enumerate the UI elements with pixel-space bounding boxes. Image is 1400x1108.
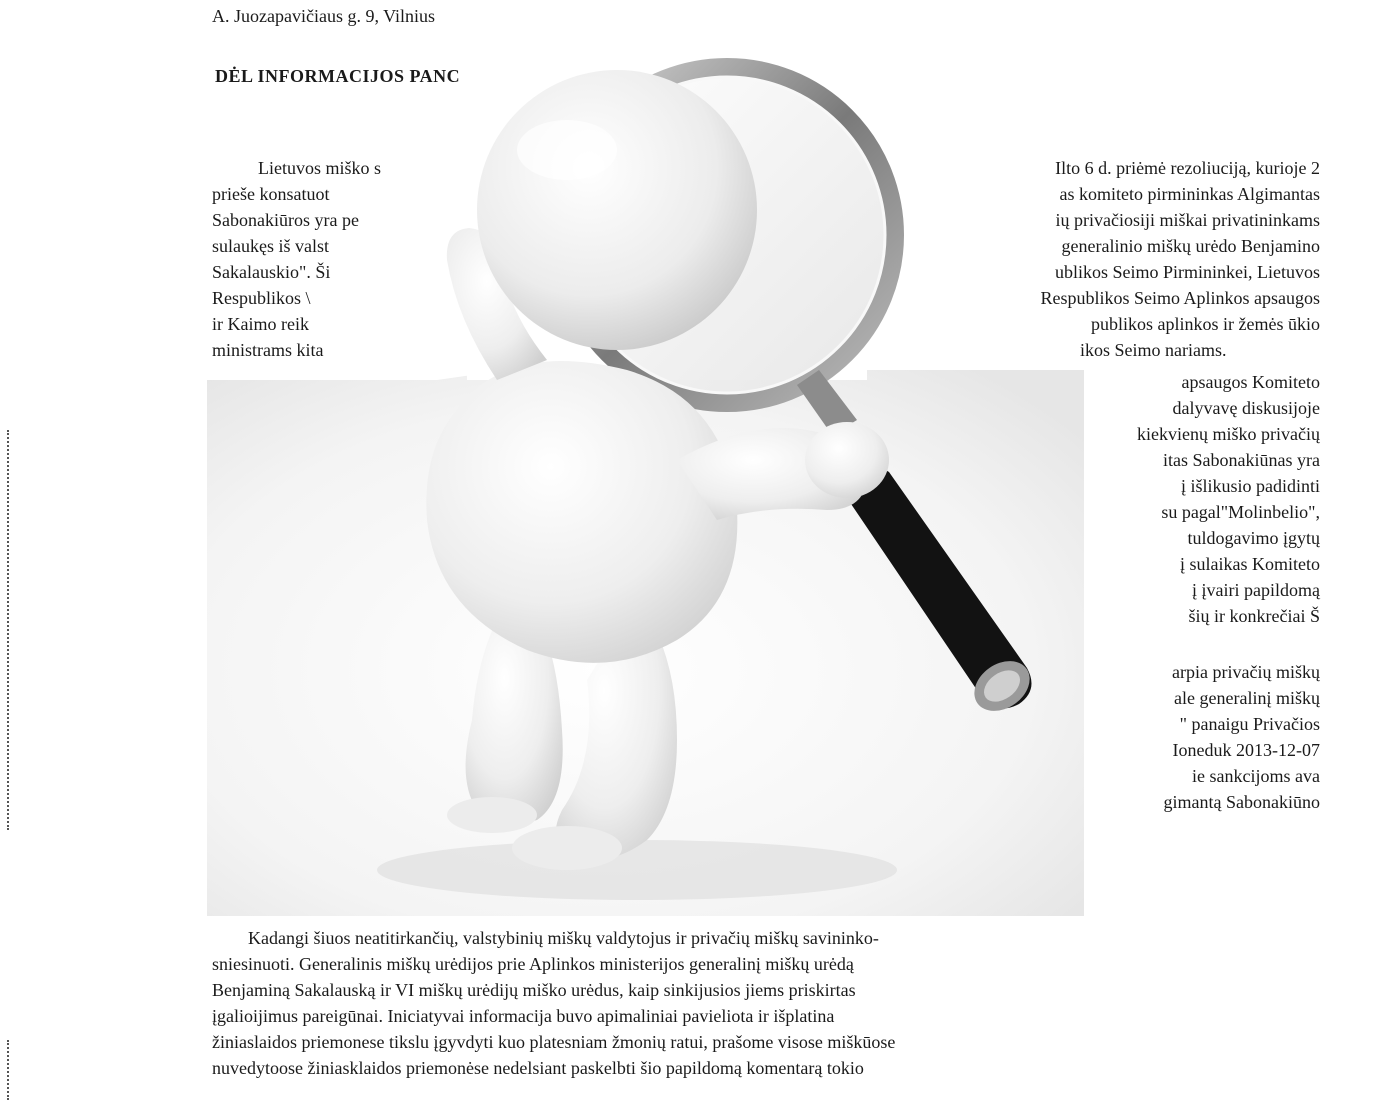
text-line: gimantą Sabonakiūno [1163,792,1320,812]
text-line: arpia privačių miškų [1172,662,1320,682]
text-line: " panaigu Privačios [1179,714,1320,734]
text-line: Benjaminą Sakalauską ir VI miškų urėdijų miško urėdus, kaip sinkijusios jiems priskirtas [212,980,856,1000]
text-line: itas Sabonakiūnas yra [1163,450,1320,470]
text-line: tuldogavimo įgytų [1187,528,1320,548]
text-line: apsaugos Komiteto [1181,372,1320,392]
text-line: Ilto 6 d. priėmė rezoliuciją, kurioje 2 [1055,158,1320,178]
text-line: sulaukęs iš valst [212,236,329,256]
text-line: žiniaslaidos priemonese tikslu įgyvdyti kuo platesniam žmonių ratui, prašome visose miškūose [212,1032,896,1052]
text-line: publikos aplinkos ir žemės ūkio [1091,314,1320,334]
text-line: ublikos Seimo Pirmininkei, Lietuvos [1055,262,1320,282]
text-line: į įvairi papildomą [1192,580,1320,600]
text-line: ir Kaimo reik [212,314,309,334]
address-line: A. Juozapavičiaus g. 9, Vilnius [212,6,436,26]
text-line: Respublikos \ [212,288,311,308]
text-line: Ioneduk 2013-12-07 [1172,740,1320,760]
magnifier-figure-illustration [207,40,1084,916]
text-line: generalinio miškų urėdo Benjamino [1061,236,1320,256]
text-line: ale generalinį miškų [1174,688,1320,708]
text-line: Respublikos Seimo Aplinkos apsaugos [1040,288,1320,308]
text-line: as komiteto pirmininkas Algimantas [1059,184,1320,204]
text-line: dalyvavę diskusijoje [1172,398,1320,418]
text-line: su pagal"Molinbelio", [1161,502,1320,522]
text-line: Sabonakiūros yra pe [212,210,359,230]
text-line: sniesinuoti. Generalinis miškų urėdijos prie Aplinkos ministerijos generalinį miškų urėdą [212,954,854,974]
text-line: šių ir konkrečiai Š [1188,606,1320,626]
text-line: į išlikusio padidinti [1180,476,1320,496]
text-line: Sakalauskio". Ši [212,262,331,282]
page-title: DĖL INFORMACIJOS PANC [215,66,461,86]
text-line: Lietuvos miško s [258,158,382,178]
text-line: kiekvienų miško privačių [1137,424,1320,444]
text-line: nuvedytoose žiniasklaidos priemonėse nedelsiant paskelbti šio papildomą komentarą tokio [212,1058,864,1078]
margin-rule-bottom [7,1040,15,1100]
text-line: Kadangi šiuos neatitirkančių, valstybinių miškų valdytojus ir privačių miškų savininko- [248,928,879,948]
margin-rule-top [7,430,15,830]
text-line: ie sankcijoms ava [1192,766,1320,786]
text-line: įgalioijimus pareigūnai. Iniciatyvai informacija buvo apimaliniai pavieliota ir išplatina [212,1006,835,1026]
text-line: ių privačiosiji miškai privatininkams [1055,210,1320,230]
text-line: prieše konsatuot [212,184,330,204]
text-line: į sulaikas Komiteto [1180,554,1320,574]
text-line: ministrams kita [212,340,324,360]
text-line: ikos Seimo nariams. [1080,340,1227,360]
